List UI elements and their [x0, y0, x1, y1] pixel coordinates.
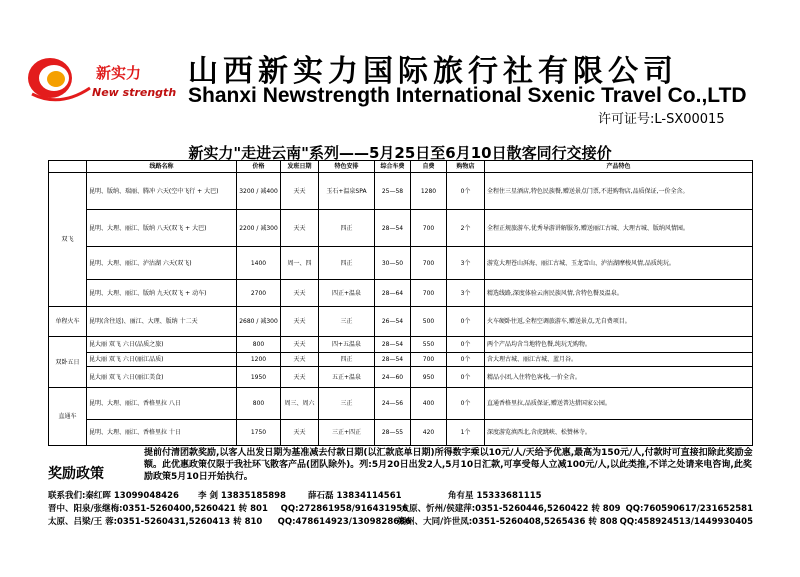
- price: 3200 / 减400: [237, 173, 281, 210]
- price: 2680 / 减300: [237, 307, 281, 337]
- group-label: 单程火车: [49, 307, 87, 337]
- contact-item: 太原、忻州/侯建萍:0351-5260446,5260422 转 809: [400, 504, 621, 514]
- special: 四正: [319, 210, 375, 247]
- company-name-en: Shanxi Newstrength International Sxenic Travel Co.,LTD: [188, 84, 747, 107]
- self-pay: 700: [411, 280, 447, 307]
- contacts-block: [48, 490, 753, 529]
- feature: 深度游览滇西北,含虎跳峡、松赞林寺。: [485, 420, 753, 446]
- group-label: 双卧五日: [49, 337, 87, 388]
- depart-days: 天天: [281, 367, 319, 388]
- price: 1400: [237, 247, 281, 280]
- special: 三正: [319, 388, 375, 420]
- contact-item: 联系我们:秦红晖 13099048426: [48, 491, 179, 501]
- self-pay: 700: [411, 210, 447, 247]
- feature: 两个产品均含当地特色餐,纯玩无购物。: [485, 337, 753, 353]
- price: 2700: [237, 280, 281, 307]
- feature: 全程住三星酒店,特色民族餐,赠送景点门票,不进购物店,品质保证,一价全含。: [485, 173, 753, 210]
- company-name-cn: 山西新实力国际旅行社有限公司: [188, 54, 678, 89]
- fee: 25—58: [375, 173, 411, 210]
- table-row: [49, 337, 753, 353]
- table-row: [49, 353, 753, 367]
- self-pay: 400: [411, 388, 447, 420]
- fee: 28—54: [375, 337, 411, 353]
- fee: 26—54: [375, 307, 411, 337]
- contact-item: 太原、吕梁/王 蓉:0351-5260431,5260413 转 810: [48, 517, 263, 527]
- price-table: [48, 160, 753, 446]
- shops: 1个: [447, 420, 485, 446]
- table-row: [49, 173, 753, 210]
- depart-days: 周一、四: [281, 247, 319, 280]
- route-name: 昆明、版纳、瑞丽、腾冲 六天(空中飞行 + 大巴): [87, 173, 237, 210]
- column-header: 发班日期: [281, 161, 319, 173]
- route-name: 昆大丽 双飞 六日(品质之旅): [87, 337, 237, 353]
- self-pay: 550: [411, 337, 447, 353]
- contact-row: [48, 490, 753, 503]
- contact-row: [48, 503, 753, 516]
- depart-days: 天天: [281, 280, 319, 307]
- reward-text: 提前付清团款奖励,以客人出发日期为基准减去付款日期(以汇款底单日期)所得数字乘以10元/人/天给予优惠,最高为150元/人,付款时可直接扣除此奖励金额。此优惠政策仅限于我社环飞散客产品(团队除外)。列:5月20日出发2人,5月10日汇款,可享受每人立减100元/人,以此类推,不详之处请来电咨询,此奖励政策5月10日开始执行。: [144, 448, 753, 482]
- depart-days: 天天: [281, 353, 319, 367]
- page-title: 新实力"走进云南"系列——5月25日至6月10日散客同行交接价: [188, 144, 612, 162]
- price: 2200 / 减300: [237, 210, 281, 247]
- depart-days: 天天: [281, 307, 319, 337]
- route-name: 昆明、大理、丽江、版纳 八天(双飞 + 大巴): [87, 210, 237, 247]
- price: 800: [237, 337, 281, 353]
- feature: 全程正规旅游车,优秀导游讲解服务,赠送丽江古城、大理古城、版纳风情园。: [485, 210, 753, 247]
- special: 四正+温泉: [319, 280, 375, 307]
- fee: 28—54: [375, 353, 411, 367]
- special: 四+五温泉: [319, 337, 375, 353]
- depart-days: 天天: [281, 173, 319, 210]
- logo-text: 新实力: [96, 64, 142, 82]
- logo-subtext: New strength: [92, 86, 177, 99]
- table-row: [49, 367, 753, 388]
- contact-item: QQ:760590617/231652581: [625, 504, 753, 514]
- fee: 28—64: [375, 280, 411, 307]
- route-name: 昆明(含往返)、丽江、大理、版纳 十二天: [87, 307, 237, 337]
- contact-item: QQ:478614923/1309828686: [277, 517, 411, 527]
- table-row: [49, 247, 753, 280]
- feature: 直通香格里拉,品质保证,赠送普达措国家公园。: [485, 388, 753, 420]
- feature: 精选线路,深度体验云南民族风情,含特色餐及温泉。: [485, 280, 753, 307]
- shops: 0个: [447, 173, 485, 210]
- feature: 含大理古城、丽江古城、蓝月谷。: [485, 353, 753, 367]
- self-pay: 420: [411, 420, 447, 446]
- table-row: [49, 280, 753, 307]
- special: 四正: [319, 247, 375, 280]
- contact-row: [48, 516, 753, 529]
- shops: 0个: [447, 353, 485, 367]
- license-number: 许可证号:L-SX00015: [598, 112, 725, 127]
- reward-label: 奖励政策: [48, 466, 104, 482]
- contact-item: 朔州、大同/许世凤:0351-5260408,5265436 转 808: [397, 517, 618, 527]
- company-logo: [20, 48, 100, 108]
- column-header: 购物店: [447, 161, 485, 173]
- table-row: [49, 307, 753, 337]
- contact-item: 角有星 15333681115: [448, 491, 542, 501]
- feature: 精品小团,入住特色客栈,一价全含。: [485, 367, 753, 388]
- depart-days: 天天: [281, 337, 319, 353]
- route-name: 昆大丽 双飞 六日(丽江美食): [87, 367, 237, 388]
- special: 五正+温泉: [319, 367, 375, 388]
- shops: 0个: [447, 337, 485, 353]
- shops: 0个: [447, 388, 485, 420]
- price: 1750: [237, 420, 281, 446]
- fee: 30—50: [375, 247, 411, 280]
- shops: 3个: [447, 280, 485, 307]
- route-name: 昆明、大理、丽江、版纳 九天(双飞 + 动车): [87, 280, 237, 307]
- route-name: 昆明、大理、丽江、泸沽湖 六天(双飞): [87, 247, 237, 280]
- depart-days: 天天: [281, 210, 319, 247]
- column-header: 产品特色: [485, 161, 753, 173]
- special: 四正: [319, 353, 375, 367]
- shops: 2个: [447, 210, 485, 247]
- fee: 28—54: [375, 210, 411, 247]
- price: 1950: [237, 367, 281, 388]
- column-header: 线路名称: [87, 161, 237, 173]
- table-row: [49, 420, 753, 446]
- column-header: 自费: [411, 161, 447, 173]
- depart-days: 天天: [281, 420, 319, 446]
- fee: 24—60: [375, 367, 411, 388]
- table-row: [49, 388, 753, 420]
- feature: 火车硬卧往返,全程空调旅游车,赠送景点,无自费项目。: [485, 307, 753, 337]
- depart-days: 周三、周六: [281, 388, 319, 420]
- route-name: 昆明、大理、丽江、香格里拉 八日: [87, 388, 237, 420]
- group-label: 直通车: [49, 388, 87, 446]
- contact-item: QQ:272861958/916431956: [280, 504, 409, 514]
- shops: 3个: [447, 247, 485, 280]
- special: 三正+四正: [319, 420, 375, 446]
- route-name: 昆大丽 双飞 六日(丽江品质): [87, 353, 237, 367]
- shops: 0个: [447, 307, 485, 337]
- self-pay: 1280: [411, 173, 447, 210]
- contact-item: 薛石磊 13834114561: [308, 491, 402, 501]
- column-header: 价格: [237, 161, 281, 173]
- fee: 24—56: [375, 388, 411, 420]
- fee: 28—55: [375, 420, 411, 446]
- column-header: 特色安排: [319, 161, 375, 173]
- special: 三正: [319, 307, 375, 337]
- contact-item: 李 剑 13835185898: [198, 491, 286, 501]
- price: 800: [237, 388, 281, 420]
- route-name: 昆明、大理、丽江、香格里拉 十日: [87, 420, 237, 446]
- contact-item: 晋中、阳泉/张继梅:0351-5260400,5260421 转 801: [48, 504, 268, 514]
- special: 玉石+温泉SPA: [319, 173, 375, 210]
- self-pay: 950: [411, 367, 447, 388]
- feature: 游览大理苍山洱海、丽江古城、玉龙雪山、泸沽湖摩梭风情,品质纯玩。: [485, 247, 753, 280]
- shops: 0个: [447, 367, 485, 388]
- self-pay: 500: [411, 307, 447, 337]
- self-pay: 700: [411, 353, 447, 367]
- column-header: 综合车费: [375, 161, 411, 173]
- table-header: [49, 161, 753, 173]
- group-label: 双飞: [49, 173, 87, 307]
- contact-item: QQ:458924513/1449930405: [619, 517, 753, 527]
- table-row: [49, 210, 753, 247]
- price: 1200: [237, 353, 281, 367]
- self-pay: 700: [411, 247, 447, 280]
